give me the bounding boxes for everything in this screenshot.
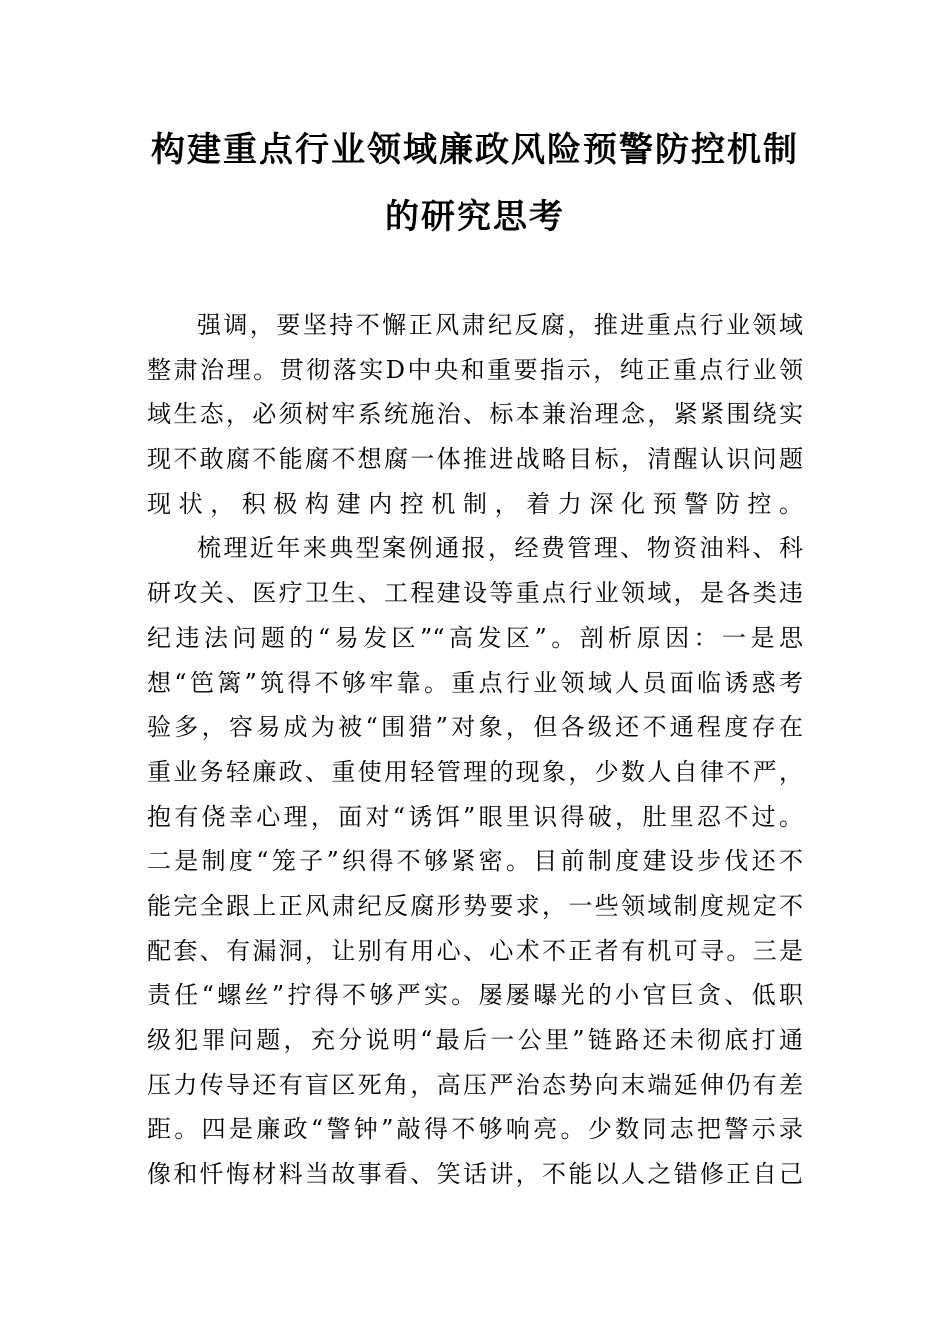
paragraph-line: 压力传导还有盲区死角，高压严治态势向末端延伸仍有差 [147, 1070, 803, 1099]
paragraph-line: 重业务轻廉政、重使用轻管理的现象，少数人自律不严， [147, 757, 803, 786]
paragraph-line: 责任“螺丝”拧得不够严实。屡屡曝光的小官巨贪、低职 [147, 981, 803, 1010]
paragraph-line: 域生态，必须树牢系统施治、标本兼治理念，紧紧围绕实 [147, 400, 803, 429]
document-title-line-2: 的研究思考 [385, 197, 565, 237]
paragraph-line: 现不敢腐不能腐不想腐一体推进战略目标，清醒认识问题 [147, 445, 803, 474]
document-body [147, 303, 803, 1197]
paragraph-line: 整肃治理。贯彻落实D中央和重要指示，纯正重点行业领 [147, 355, 803, 384]
paragraph-line: 研攻关、医疗卫生、工程建设等重点行业领域，是各类违 [147, 579, 803, 608]
document-title-line-1: 构建重点行业领域廉政风险预警防控机制 [151, 130, 799, 170]
paragraph-line: 梳理近年来典型案例通报，经费管理、物资油料、科 [197, 534, 803, 563]
paragraph-line: 二是制度“笼子”织得不够紧密。目前制度建设步伐还不 [147, 847, 803, 876]
paragraph-line: 强调，要坚持不懈正风肃纪反腐，推进重点行业领域 [197, 311, 803, 339]
paragraph-line: 能完全跟上正风肃纪反腐形势要求，一些领域制度规定不 [147, 891, 803, 920]
paragraph-line: 抱有侥幸心理，面对“诱饵”眼里识得破，肚里忍不过。 [147, 802, 803, 831]
paragraph-line: 像和忏悔材料当故事看、笑话讲，不能以人之错修正自己 [147, 1160, 803, 1189]
paragraph-line: 配套、有漏洞，让别有用心、心术不正者有机可寻。三是 [147, 936, 803, 965]
paragraph-line: 纪违法问题的“易发区”“高发区”。剖析原因：一是思 [147, 623, 803, 652]
paragraph-line: 级犯罪问题，充分说明“最后一公里”链路还未彻底打通 [147, 1026, 803, 1054]
paragraph-line: 距。四是廉政“警钟”敲得不够响亮。少数同志把警示录 [147, 1115, 803, 1144]
paragraph-line: 验多，容易成为被“围猎”对象，但各级还不通程度存在 [147, 713, 803, 742]
paragraph-line: 想“笆篱”筑得不够牢靠。重点行业领域人员面临诱惑考 [147, 668, 803, 697]
paragraph-line: 现状，积极构建内控机制，着力深化预警防控。 [147, 489, 803, 518]
